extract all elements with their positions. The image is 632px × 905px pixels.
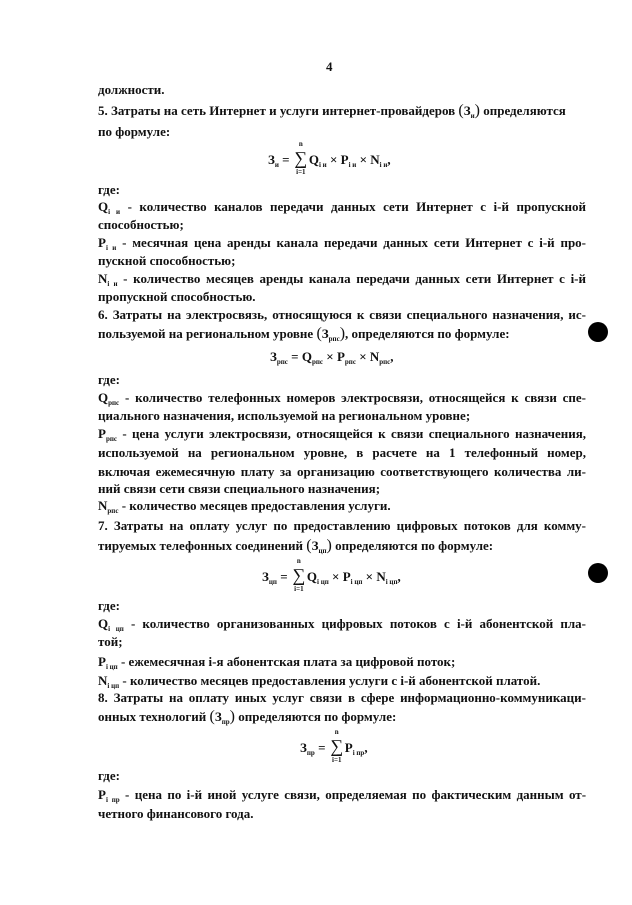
formula-z-pr: $З_{пр}$ = n ∑ i=1 $P_{i пр}$, [300, 728, 368, 764]
definition-n: $N_{i цп}$ - количество месяцев предоставления услуги с i-й абонентской платой. [98, 673, 541, 690]
section-7-heading: 7. Затраты на оплату услуг по предоставлению цифровых потоков для комму- [98, 518, 586, 533]
punch-hole-mark [588, 563, 608, 583]
definition-q: $Q_{i и}$ - количество каналов передачи данных сети Интернет с i-й пропускной [98, 199, 587, 216]
section-6-heading: 6. Затраты на электросвязь, относящуюся к связи специального назначения, ис- [98, 307, 586, 322]
formula-z-cp: $З_{цп}$ = n ∑ i=1 $Q_{i цп} \times P_{i цп} \times N_{i цп}$, [262, 557, 401, 593]
text-line: той; [98, 634, 123, 649]
page-number: 4 [326, 59, 333, 74]
sum-symbol: n ∑ i=1 [294, 140, 308, 176]
text-line: ний связи сети связи специального назначения; [98, 481, 381, 496]
text-line: по формуле: [98, 124, 171, 139]
formula-z-i: $З_и$ = n ∑ i=1 $Q_{i и} \times P_{i и} \times N_{i и}$, [268, 140, 391, 176]
text-line: должности. [98, 82, 165, 97]
definition-p: $P_{i и}$ - месячная цена аренды канала передачи данных сети Интернет с i-й про- [98, 235, 587, 252]
text-line: циального назначения, используемой на региональном уровне; [98, 408, 471, 423]
text-line: пускной способностью; [98, 253, 236, 268]
definition-q: $Q_{i цп}$ - количество организованных цифровых потоков с i-й абонентской пла- [98, 616, 586, 633]
section-8-heading: 8. Затраты на оплату иных услуг связи в сфере информационно-коммуникаци- [98, 690, 586, 705]
definition-p: $P_{рпс}$ - цена услуги электросвязи, относящейся к связи специального назначения, [98, 426, 587, 443]
text-line: пропускной способностью. [98, 289, 256, 304]
text-line: четного финансового года. [98, 806, 254, 821]
definition-n: $N_{рпс}$ - количество месяцев предоставления услуги. [98, 498, 391, 515]
definition-p: $P_{i цп}$ - ежемесячная i-я абонентская плата за цифровой поток; [98, 654, 456, 671]
text-line: используемой на региональном уровне, в расчете на 1 телефонный номер, [98, 445, 586, 460]
text-line: онных технологий $(З_{пр})$ определяются по формуле: [98, 708, 397, 726]
section-5-heading: 5. Затраты на сеть Интернет и услуги интернет-провайдеров $(З_и)$ определяются [98, 102, 566, 120]
where-label: где: [98, 372, 120, 387]
punch-hole-mark [588, 322, 608, 342]
where-label: где: [98, 182, 120, 197]
text-line: тируемых телефонных соединений $(З_{цп})$ определяются по формуле: [98, 537, 494, 555]
sum-symbol: n ∑ i=1 [292, 557, 306, 593]
text-line: способностью; [98, 217, 184, 232]
definition-n: $N_{i и}$ - количество месяцев аренды канала передачи данных сети Интернет с i-й [98, 271, 587, 288]
formula-z-rps: $З_{рпс} = Q_{рпс} \times P_{рпс} \times N_{рпс}$, [270, 349, 394, 366]
text-line: пользуемой на региональном уровне $(З_{рпс})$, определяются по формуле: [98, 325, 510, 343]
definition-q: $Q_{рпс}$ - количество телефонных номеров электросвязи, относящейся к связи спе- [98, 390, 587, 407]
where-label: где: [98, 768, 120, 783]
definition-p: $P_{i пр}$ - цена по i-й иной услуге связи, определяемая по фактическим данным от- [98, 787, 587, 804]
where-label: где: [98, 598, 120, 613]
text-line: включая ежемесячную плату за организацию соответствующего количества ли- [98, 464, 586, 479]
sum-symbol: n ∑ i=1 [330, 728, 344, 764]
